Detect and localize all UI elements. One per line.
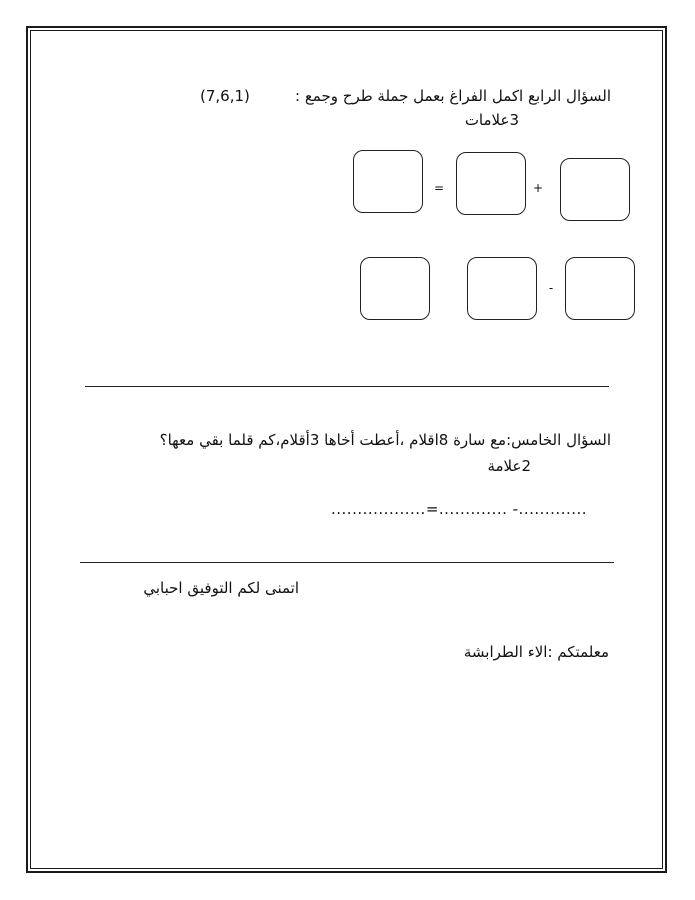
equals-sign: = [433,181,445,195]
teacher-signature: معلمتكم :الاء الطرابشة [463,643,609,661]
q4-marks: 3علامات [464,111,519,129]
divider-1 [85,386,609,387]
q4-numbers: (7,6,1) [200,87,250,105]
answer-box-addend-1[interactable] [456,152,526,215]
q4-title: السؤال الرابع اكمل الفراغ بعمل جملة طرح وجمع : [295,87,611,105]
answer-box-addend-2[interactable] [560,158,630,221]
divider-2 [80,562,614,563]
closing-wish: اتمنى لكم التوفيق احبابي [143,579,299,597]
answer-box-subtrahend[interactable] [467,257,537,320]
answer-box-sum-result[interactable] [353,150,423,213]
plus-sign: + [532,181,544,195]
answer-box-minuend[interactable] [565,257,635,320]
q5-marks: 2علامة [487,457,531,475]
q5-title: السؤال الخامس:مع سارة 8اقلام ،أعطت أخاها 3أقلام،كم قلما بقي معها؟ [159,431,611,449]
minus-sign: - [548,281,554,295]
q5-answer-line[interactable]: ..................=............. -............. [331,500,588,518]
answer-box-difference[interactable] [360,257,430,320]
